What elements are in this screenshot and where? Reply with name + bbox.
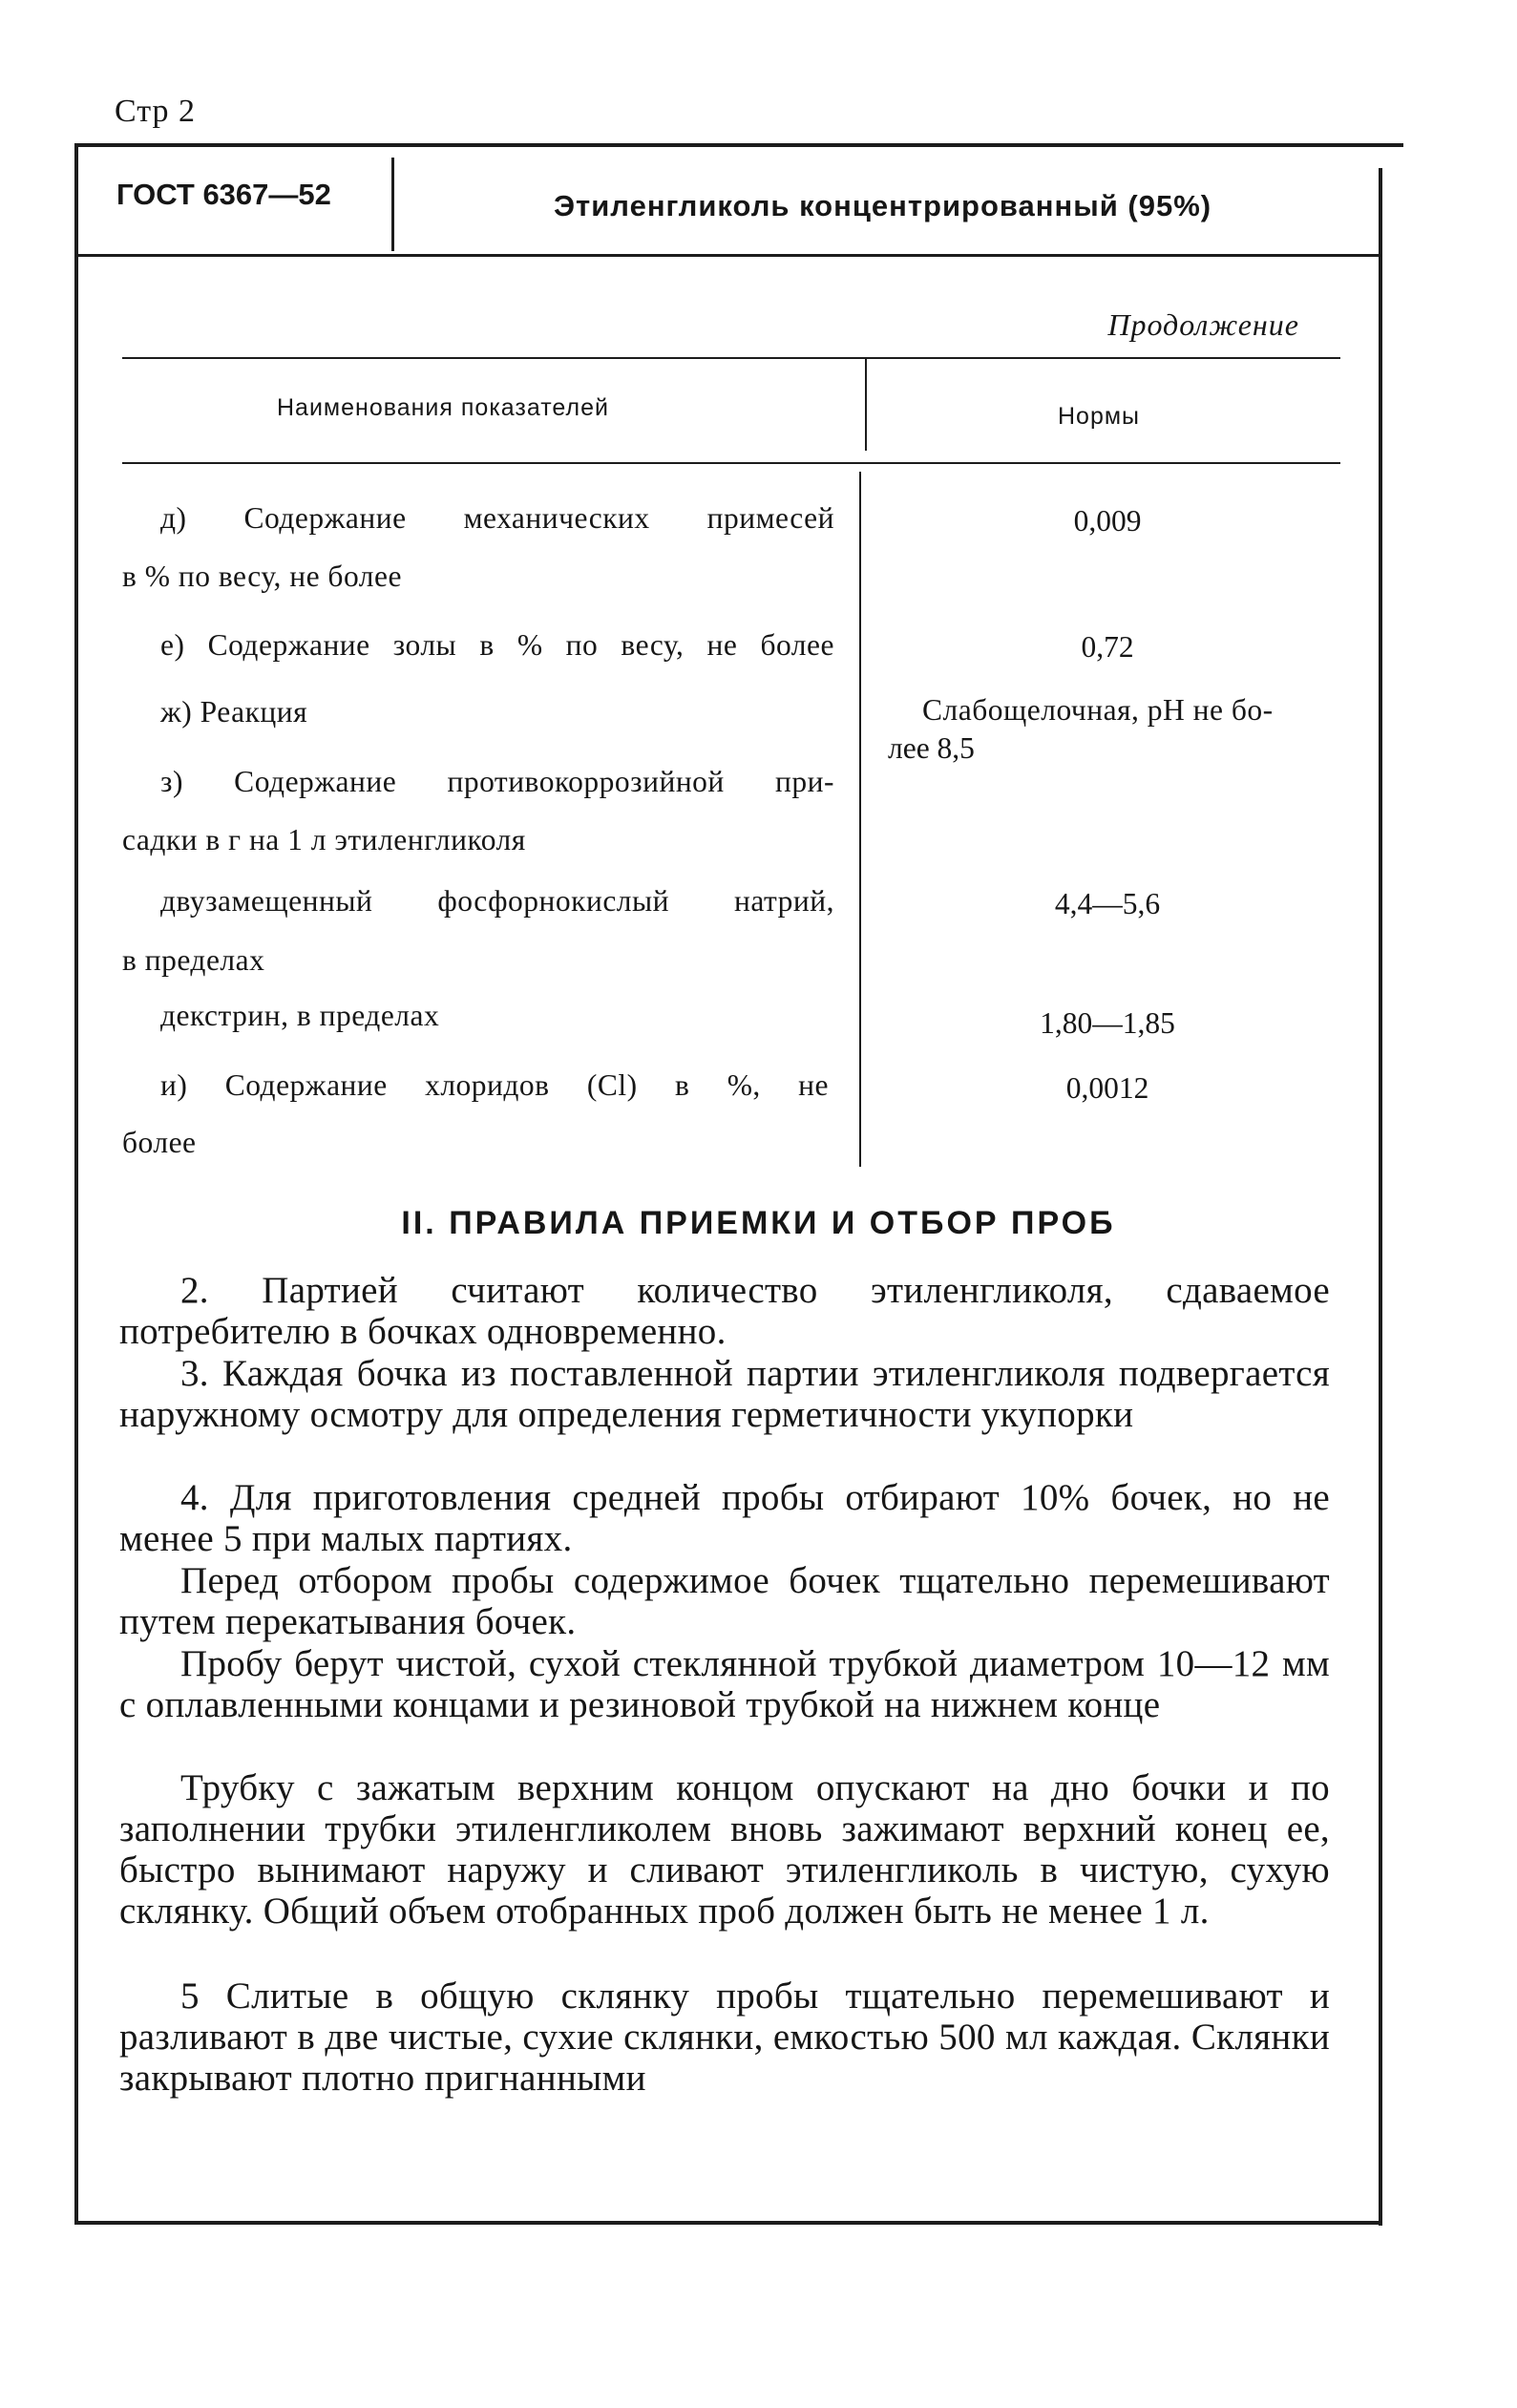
paragraph: 3. Каждая бочка из поставленной партии этиленгликоля подвергается наружному осмотру для определения герметичности укупорки [119, 1353, 1330, 1435]
paragraph: Трубку с зажатым верхним концом опускают на дно бочки и по заполнении трубки этиленгликолем вновь зажимают верхний конец ее, быстро вынимают наружу и сливают этиленгликоль в чистую, сухую склянку. Общий объем отобранных проб должен быть не менее 1 л. [119, 1767, 1330, 1932]
table-row-label: и) Содержание хлоридов (Cl) в %, не [160, 1068, 829, 1102]
table-row-label-continuation: более [122, 1126, 197, 1159]
paragraph: 2. Партией считают количество этиленгликоля, сдаваемое потребителю в бочках одновременно. [119, 1270, 1330, 1352]
header-left-border [74, 143, 78, 2225]
header-top-rule [74, 143, 1403, 147]
table-row-value-continuation: лее 8,5 [888, 731, 975, 765]
paragraph: 4. Для приготовления средней пробы отбирают 10% бочек, но не менее 5 при малых партиях. [119, 1477, 1330, 1559]
table-row-label-continuation: садки в г на 1 л этиленгликоля [122, 823, 526, 856]
table-row-label-continuation: в пределах [122, 943, 265, 977]
table-row-value: 0,72 [1081, 630, 1134, 664]
section-heading: II. ПРАВИЛА ПРИЕМКИ И ОТБОР ПРОБ [401, 1205, 1116, 1241]
column-header-norms: Нормы [1058, 403, 1141, 430]
table-row-label: ж) Реакция [160, 695, 308, 729]
header-divider [391, 158, 394, 251]
table-row-label: е) Содержание золы в % по весу, не более [160, 628, 834, 662]
header-right-border [1379, 168, 1382, 2226]
table-row-label: д) Содержание механических примесей [160, 501, 834, 535]
column-header-indicators: Наименования показателей [277, 394, 609, 421]
header-bottom-rule [74, 254, 1379, 257]
table-top-rule [122, 357, 1340, 359]
page-number: Стр 2 [115, 94, 197, 129]
table-row-label: двузамещенный фосфорнокислый натрий, [160, 884, 834, 918]
table-column-divider-header [865, 357, 867, 451]
table-row-value: 0,009 [1073, 504, 1142, 538]
table-column-divider-body [859, 472, 861, 1167]
table-row-label-continuation: в % по весу, не более [122, 560, 402, 593]
document-title: Этиленгликоль концентрированный (95%) [554, 189, 1212, 222]
continuation-label: Продолжение [1107, 307, 1299, 342]
table-row-label: декстрин, в пределах [160, 999, 440, 1032]
frame-bottom-rule [74, 2221, 1382, 2225]
table-row-value: 0,0012 [1065, 1071, 1149, 1105]
table-row-value: Слабощелочная, рН не бо- [922, 693, 1274, 727]
table-header-bottom-rule [122, 462, 1340, 464]
table-row-value: 1,80—1,85 [1040, 1006, 1175, 1040]
paragraph: 5 Слитые в общую склянку пробы тщательно перемешивают и разливают в две чистые, сухие склянки, емкостью 500 мл каждая. Склянки закрывают плотно пригнанными [119, 1975, 1330, 2099]
paragraph: Перед отбором пробы содержимое бочек тщательно перемешивают путем перекатывания бочек. [119, 1560, 1330, 1642]
gost-code: ГОСТ 6367—52 [116, 178, 331, 211]
table-row-label: з) Содержание противокоррозийной при- [160, 765, 834, 798]
table-row-value: 4,4—5,6 [1054, 887, 1161, 920]
paragraph: Пробу берут чистой, сухой стеклянной трубкой диаметром 10—12 мм с оплавленными концами и резиновой трубкой на нижнем конце [119, 1643, 1330, 1725]
